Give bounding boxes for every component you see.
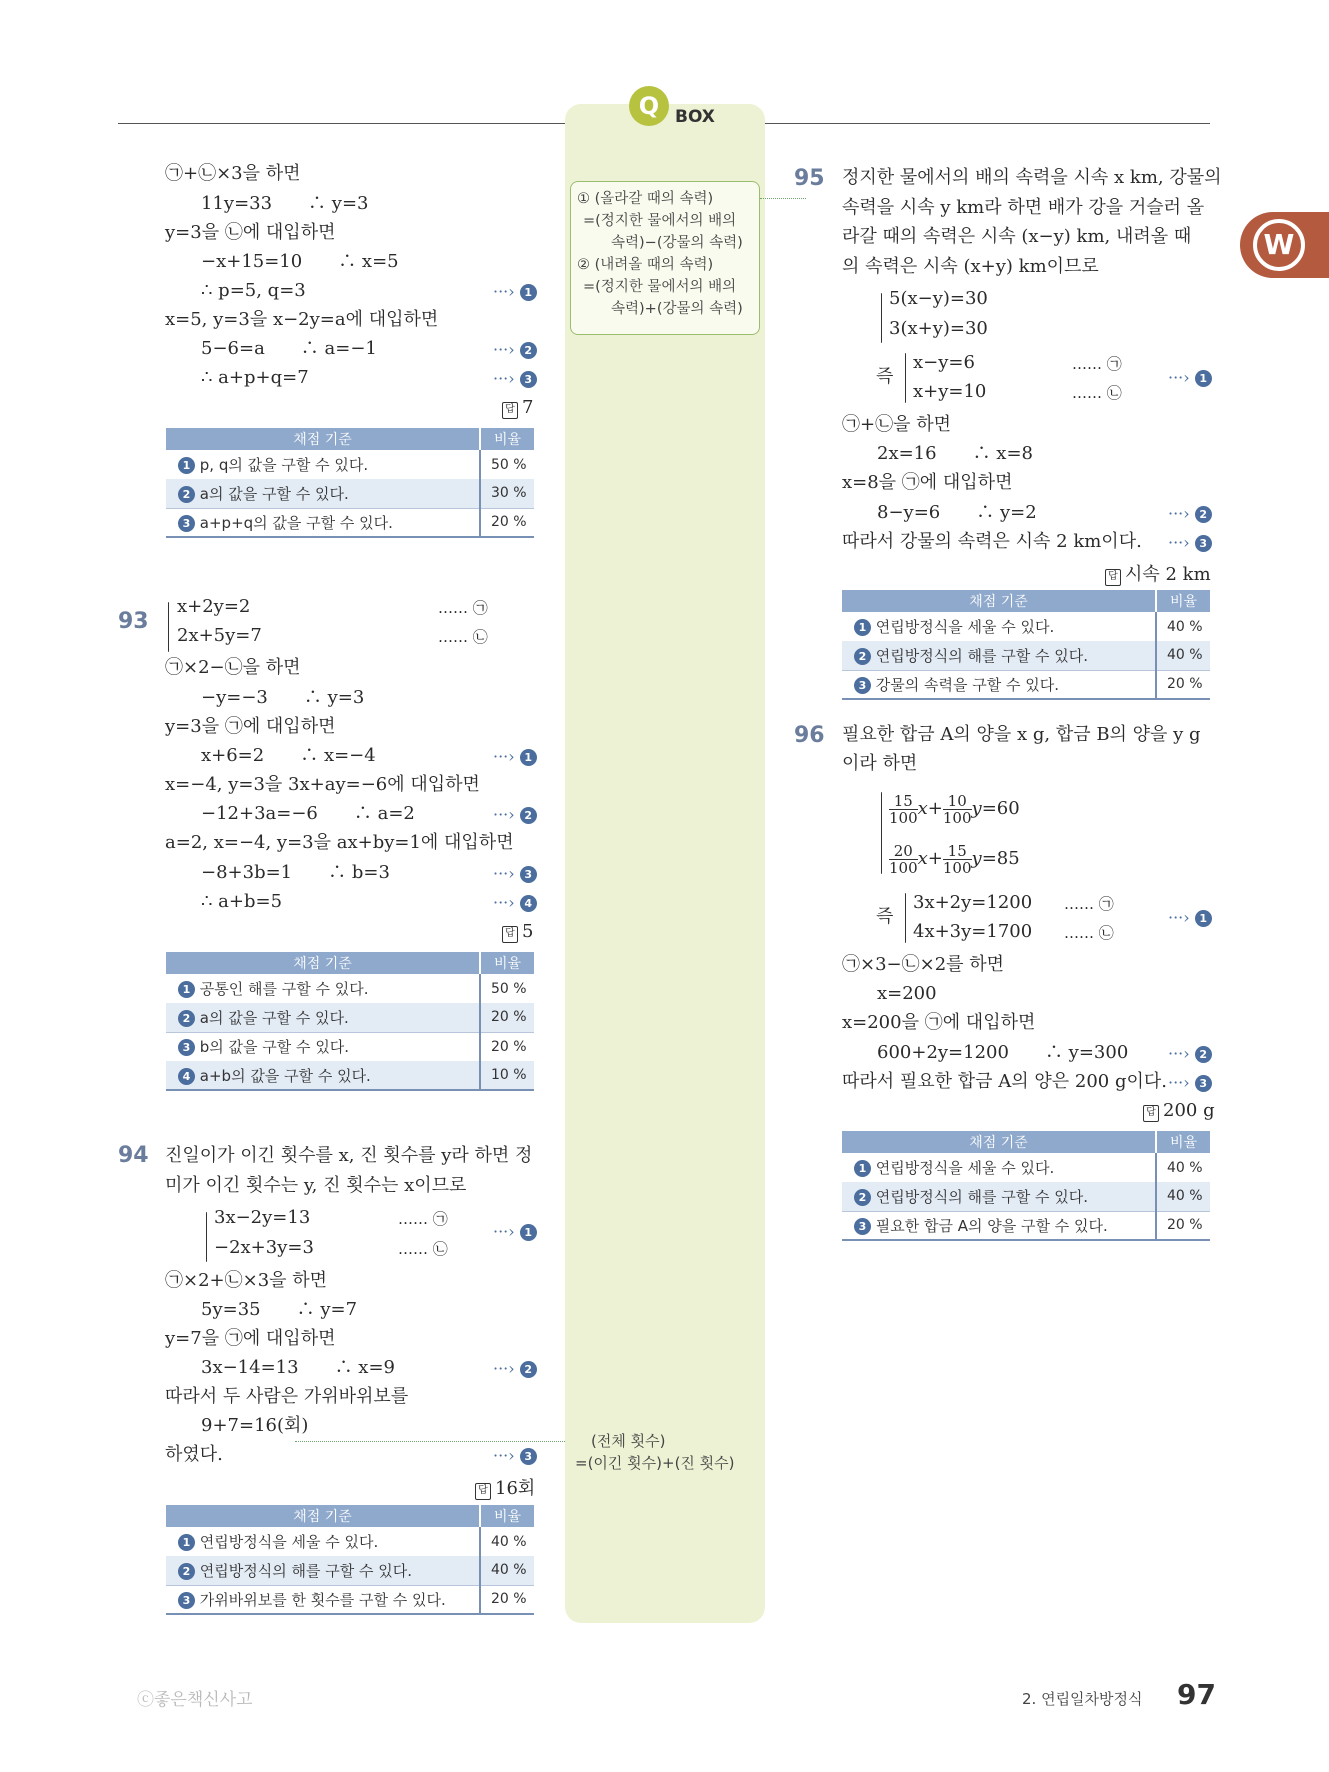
answer-value: 시속 2 km	[1125, 564, 1211, 585]
p96-line: 따라서 필요한 합금 A의 양은 200 g이다.	[842, 1071, 1167, 1092]
qbox-tip-line: 속력)−(강물의 속력)	[611, 235, 743, 251]
criterion-text: b의 값을 구할 수 있다.	[199, 1038, 350, 1057]
qbox-tip-line: ② (내려올 때의 속력)	[577, 257, 714, 273]
p95-line: 따라서 강물의 속력은 시속 2 km이다.	[842, 531, 1142, 552]
criterion-text: a+p+q의 값을 구할 수 있다.	[199, 513, 393, 532]
fraction: $\frac{20}{100}$	[889, 841, 918, 877]
p93-line: y=3을 ㉠에 대입하면	[165, 716, 336, 737]
p92-line: −x+15=10 ∴ x=5	[201, 251, 399, 272]
qbox-logo: Q	[629, 86, 669, 126]
table-row: 2 연립방정식의 해를 구할 수 있다. 40 %	[842, 1182, 1210, 1211]
p95-line: x=8을 ㉠에 대입하면	[842, 472, 1013, 493]
p93-line: a=2, x=−4, y=3을 ax+by=1에 대입하면	[165, 832, 514, 853]
p96-eq1: $\frac{15}{100}$ x+ $\frac{10}{100}$ y=60	[889, 791, 1020, 827]
criterion-ratio: 20 %	[1156, 670, 1210, 699]
step-marker-1: ···› 1	[493, 282, 537, 301]
answer-value: 16회	[495, 1478, 536, 1499]
ratio-header: 비율	[480, 952, 534, 974]
answer-icon: 답	[502, 926, 518, 943]
criterion-ratio: 40 %	[1156, 1153, 1210, 1182]
p96-line: ㉠×3−㉡×2를 하면	[842, 954, 1005, 975]
step-marker-2: ···› 2	[493, 340, 537, 359]
p95-prefix: 즉	[876, 366, 894, 387]
criterion-text: 연립방정식을 세울 수 있다.	[875, 1159, 1055, 1177]
table-row: 2 a의 값을 구할 수 있다. 30 %	[166, 479, 534, 508]
table-row: 3 b의 값을 구할 수 있다. 20 %	[166, 1032, 534, 1061]
p94-criteria-table	[166, 1505, 534, 1615]
p95-answer	[1105, 560, 1211, 586]
p95-system-eq: 5(x−y)=30	[889, 288, 988, 309]
p93-system-eq: x+2y=2	[177, 596, 251, 617]
criterion-ratio: 20 %	[480, 1585, 534, 1614]
qbox-tip-line: ① (올라갈 때의 속력)	[577, 191, 714, 207]
answer-value: 200 g	[1163, 1100, 1215, 1121]
table-row: 2 연립방정식의 해를 구할 수 있다. 40 %	[842, 641, 1210, 670]
answer-icon: 답	[1105, 569, 1121, 586]
criterion-ratio: 50 %	[480, 450, 534, 479]
step-marker-2: ···› 2	[1168, 504, 1212, 523]
ratio-header: 비율	[480, 428, 534, 450]
p96-tag: …… ㉡	[1064, 924, 1114, 942]
ratio-header: 비율	[480, 1505, 534, 1527]
criterion-text: a의 값을 구할 수 있다.	[199, 484, 349, 503]
p92-line: x=5, y=3을 x−2y=a에 대입하면	[165, 309, 439, 330]
step-marker-1: ···› 1	[1168, 368, 1212, 387]
p96-line: 600+2y=1200 ∴ y=300	[877, 1042, 1129, 1063]
problem-number-94: 94	[118, 1143, 149, 1168]
system-brace	[168, 602, 169, 652]
criterion-ratio: 10 %	[480, 1061, 534, 1090]
p94-tag: …… ㉠	[398, 1210, 448, 1228]
criterion-text: p, q의 값을 구할 수 있다.	[199, 456, 369, 474]
criterion-text: 연립방정식의 해를 구할 수 있다.	[199, 1561, 412, 1580]
p92-answer	[502, 397, 533, 419]
p95-tag: …… ㉡	[1072, 384, 1122, 402]
p93-line: −12+3a=−6 ∴ a=2	[201, 803, 415, 824]
p95-intro: 속력을 시속 y km라 하면 배가 강을 거슬러 올	[842, 197, 1205, 218]
p95-line: 2x=16 ∴ x=8	[877, 443, 1033, 464]
step-marker-3: ···› 3	[493, 369, 537, 388]
answer-value: 5	[522, 921, 534, 942]
p93-tag: …… ㉠	[438, 599, 488, 617]
p94-line: 하였다.	[165, 1444, 223, 1465]
system-brace	[206, 1212, 207, 1262]
criterion-text: 연립방정식을 세울 수 있다.	[199, 1533, 379, 1551]
criterion-ratio: 40 %	[1156, 641, 1210, 670]
p92-line: 11y=33 ∴ y=3	[201, 193, 369, 214]
criteria-header: 채점 기준	[842, 1131, 1156, 1153]
table-row: 1 p, q의 값을 구할 수 있다. 50 %	[166, 450, 534, 479]
criteria-header: 채점 기준	[166, 1505, 480, 1527]
table-row: 2 a의 값을 구할 수 있다. 20 %	[166, 1003, 534, 1032]
p94-system-eq: 3x−2y=13	[214, 1207, 311, 1228]
p95-intro: 의 속력은 시속 (x+y) km이므로	[842, 256, 1099, 277]
table-row: 1 공통인 해를 구할 수 있다. 50 %	[166, 974, 534, 1003]
table-row: 3 a+p+q의 값을 구할 수 있다. 20 %	[166, 508, 534, 537]
criteria-header: 채점 기준	[166, 952, 480, 974]
criterion-ratio: 40 %	[1156, 612, 1210, 641]
p93-answer	[502, 921, 533, 943]
fraction: $\frac{15}{100}$	[889, 791, 918, 827]
p95-criteria-table	[842, 590, 1210, 700]
p93-line: −y=−3 ∴ y=3	[201, 687, 365, 708]
p96-eq2: $\frac{20}{100}$ x+ $\frac{15}{100}$ y=85	[889, 841, 1020, 877]
answer-value: 7	[522, 397, 534, 418]
fraction: $\frac{15}{100}$	[942, 841, 972, 877]
criterion-ratio: 30 %	[480, 479, 534, 508]
top-rule-right	[765, 123, 1210, 124]
criterion-ratio: 20 %	[1156, 1211, 1210, 1240]
p93-system-eq: 2x+5y=7	[177, 625, 262, 646]
criterion-ratio: 50 %	[480, 974, 534, 1003]
qbox-tip-speed	[570, 181, 760, 335]
table-row: 3 필요한 합금 A의 양을 구할 수 있다. 20 %	[842, 1211, 1210, 1240]
p96-line: x=200	[877, 983, 937, 1004]
ratio-header: 비율	[1156, 590, 1210, 612]
answer-icon: 답	[1143, 1105, 1159, 1122]
p94-line: 5y=35 ∴ y=7	[201, 1299, 358, 1320]
p95-system-eq: 3(x+y)=30	[889, 318, 988, 339]
p94-line: 9+7=16(회)	[201, 1415, 309, 1436]
p92-line: y=3을 ㉡에 대입하면	[165, 222, 336, 243]
p95-line: 8−y=6 ∴ y=2	[877, 502, 1037, 523]
p94-line: 3x−14=13 ∴ x=9	[201, 1357, 395, 1378]
page-number: 97	[1177, 1678, 1216, 1711]
qbox-tip-line: =(정지한 물에서의 배의	[583, 279, 737, 295]
step-marker-3: ···› 3	[493, 1446, 537, 1465]
top-rule-left	[118, 123, 565, 124]
step-marker-1: ···› 1	[493, 1222, 537, 1241]
criterion-text: 연립방정식의 해를 구할 수 있다.	[875, 646, 1088, 665]
step-marker-1: ···› 1	[493, 747, 537, 766]
criterion-text: a+b의 값을 구할 수 있다.	[199, 1066, 371, 1085]
p95-intro: 라갈 때의 속력은 시속 (x−y) km, 내려올 때	[842, 226, 1192, 247]
criterion-ratio: 20 %	[480, 1003, 534, 1032]
qbox-label: BOX	[675, 107, 715, 127]
p94-answer	[475, 1474, 535, 1500]
p95-line: ㉠+㉡을 하면	[842, 414, 951, 435]
step-marker-4: ···› 4	[493, 893, 537, 912]
qbox-tip-line: 속력)+(강물의 속력)	[611, 301, 743, 317]
table-row: 1 연립방정식을 세울 수 있다. 40 %	[842, 1153, 1210, 1182]
p96-system-eq: 3x+2y=1200	[913, 892, 1033, 913]
answer-icon: 답	[475, 1483, 491, 1500]
p92-line: ㉠+㉡×3을 하면	[165, 163, 301, 184]
p96-line: x=200을 ㉠에 대입하면	[842, 1012, 1036, 1033]
answer-icon: 답	[502, 402, 518, 419]
p93-line: −8+3b=1 ∴ b=3	[201, 862, 390, 883]
step-marker-2: ···› 2	[1168, 1044, 1212, 1063]
footer-section: 2. 연립일차방정식	[1022, 1690, 1143, 1708]
footer-publisher: ⓒ좋은책신사고	[137, 1690, 253, 1710]
p93-line: x+6=2 ∴ x=−4	[201, 745, 376, 766]
p94-intro: 진일이가 이긴 횟수를 x, 진 횟수를 y라 하면 정	[165, 1145, 533, 1166]
p92-line: ∴ p=5, q=3	[201, 280, 306, 301]
p94-system-eq: −2x+3y=3	[214, 1237, 314, 1258]
problem-number-96: 96	[794, 723, 825, 748]
table-row: 2 연립방정식의 해를 구할 수 있다. 40 %	[166, 1556, 534, 1585]
criterion-ratio: 40 %	[1156, 1182, 1210, 1211]
criterion-text: 가위바위보를 한 횟수를 구할 수 있다.	[199, 1590, 446, 1609]
system-brace	[905, 893, 906, 943]
p93-tag: …… ㉡	[438, 628, 488, 646]
qbox-tip-count	[575, 1430, 765, 1474]
p96-prefix: 즉	[876, 906, 894, 927]
system-brace	[881, 293, 882, 343]
problem-number-95: 95	[794, 166, 825, 191]
table-row: 3 가위바위보를 한 횟수를 구할 수 있다. 20 %	[166, 1585, 534, 1614]
p94-tag: …… ㉡	[398, 1240, 448, 1258]
criterion-ratio: 40 %	[480, 1527, 534, 1556]
qbox-link-95	[760, 198, 806, 199]
criterion-text: 필요한 합금 A의 양을 구할 수 있다.	[875, 1216, 1108, 1235]
p93-criteria-table	[166, 952, 534, 1091]
table-row: 1 연립방정식을 세울 수 있다. 40 %	[166, 1527, 534, 1556]
p93-line: x=−4, y=3을 3x+ay=−6에 대입하면	[165, 774, 480, 795]
p93-line: ∴ a+b=5	[201, 891, 283, 912]
problem-number-93: 93	[118, 609, 149, 634]
p96-intro: 이라 하면	[842, 753, 918, 774]
section-badge-icon: W	[1253, 219, 1305, 271]
p95-tag: …… ㉠	[1072, 355, 1122, 373]
p94-intro: 미가 이긴 횟수는 y, 진 횟수는 x이므로	[165, 1175, 467, 1196]
qbox-tip-line: =(이긴 횟수)+(진 횟수)	[575, 1454, 735, 1472]
criteria-header: 채점 기준	[842, 590, 1156, 612]
p96-tag: …… ㉠	[1064, 895, 1114, 913]
criterion-text: 연립방정식의 해를 구할 수 있다.	[875, 1187, 1088, 1206]
criterion-text: 강물의 속력을 구할 수 있다.	[875, 675, 1060, 694]
ratio-header: 비율	[1156, 1131, 1210, 1153]
step-marker-3: ···› 3	[493, 864, 537, 883]
p95-intro: 정지한 물에서의 배의 속력을 시속 x km, 강물의	[842, 167, 1222, 188]
table-row: 1 연립방정식을 세울 수 있다. 40 %	[842, 612, 1210, 641]
table-row: 3 강물의 속력을 구할 수 있다. 20 %	[842, 670, 1210, 699]
p96-intro: 필요한 합금 A의 양을 x g, 합금 B의 양을 y g	[842, 724, 1201, 745]
criteria-header: 채점 기준	[166, 428, 480, 450]
p94-line: 따라서 두 사람은 가위바위보를	[165, 1386, 409, 1407]
p94-line: ㉠×2+㉡×3을 하면	[165, 1270, 328, 1291]
p94-line: y=7을 ㉠에 대입하면	[165, 1328, 336, 1349]
criterion-ratio: 20 %	[480, 1032, 534, 1061]
p95-system-eq: x+y=10	[913, 381, 987, 402]
p96-criteria-table	[842, 1131, 1210, 1241]
qbox-tip-line: =(정지한 물에서의 배의	[583, 213, 737, 229]
step-marker-3: ···› 3	[1168, 1073, 1212, 1092]
step-marker-2: ···› 2	[493, 1359, 537, 1378]
criterion-text: a의 값을 구할 수 있다.	[199, 1008, 349, 1027]
p92-line: ∴ a+p+q=7	[201, 367, 309, 388]
p92-criteria-table	[166, 428, 534, 538]
step-marker-2: ···› 2	[493, 805, 537, 824]
p92-line: 5−6=a ∴ a=−1	[201, 338, 377, 359]
step-marker-3: ···› 3	[1168, 533, 1212, 552]
qbox-link-94	[295, 1441, 565, 1442]
p96-answer	[1143, 1100, 1215, 1122]
system-brace	[905, 353, 906, 403]
system-brace	[881, 792, 882, 874]
qbox-tip-line: (전체 횟수)	[591, 1432, 666, 1450]
p93-line: ㉠×2−㉡을 하면	[165, 657, 301, 678]
criterion-ratio: 20 %	[480, 508, 534, 537]
table-row: 4 a+b의 값을 구할 수 있다. 10 %	[166, 1061, 534, 1090]
criterion-ratio: 40 %	[480, 1556, 534, 1585]
criterion-text: 연립방정식을 세울 수 있다.	[875, 618, 1055, 636]
criterion-text: 공통인 해를 구할 수 있다.	[199, 980, 369, 998]
step-marker-1: ···› 1	[1168, 908, 1212, 927]
p96-system-eq: 4x+3y=1700	[913, 921, 1033, 942]
p95-system-eq: x−y=6	[913, 352, 975, 373]
fraction: $\frac{10}{100}$	[942, 791, 972, 827]
